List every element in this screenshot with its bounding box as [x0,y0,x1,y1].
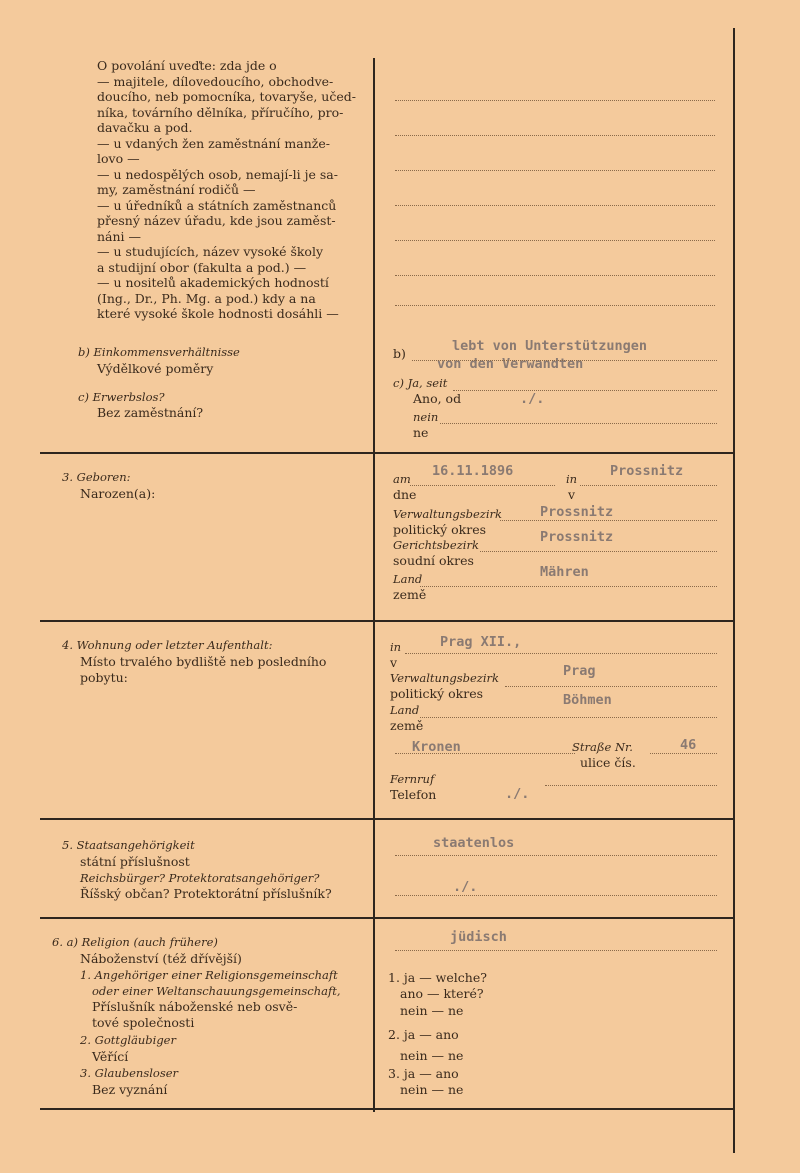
born-vb-label-de: Verwaltungsbezirk [393,507,502,521]
instruction-line: náni — [97,228,142,244]
instruction-line: — u studujících, název vysoké školy [97,244,324,259]
born-land-label-de: Land [393,572,423,586]
religion-answer-1 [388,970,487,1019]
res-in-label: in [390,640,402,654]
instruction-line: — u nositelů akademických hodností [97,275,329,290]
answer-line: ano — které? [400,985,484,1001]
option-line: 1. Angehöriger einer Religionsgemeinschaft [80,968,338,982]
religion-option-2 [80,1033,176,1064]
citizenship-question-cs: Říšský občan? Protektorátní příslušník? [80,886,332,901]
instruction-line: — u nedospělých osob, nemají-li je sa- [97,166,338,182]
born-label-de: 3. Geboren: [62,470,131,484]
unemployed-ja-cs: Ano, od [413,391,462,406]
income-answer-label: b) [393,346,406,361]
unemployed-label-de: c) Erwerbslos? [78,390,165,404]
option-line: Věřící [92,1048,129,1064]
religion-value[interactable]: jüdisch [450,929,507,945]
phone-value[interactable]: ./. [505,786,530,802]
option-line: tové společnosti [92,1014,195,1030]
religion-label-cs: Náboženství (též dřívější) [80,951,242,966]
income-label-cs: Výdělkové poměry [97,361,214,376]
income-label-de: b) Einkommensverhältnisse [78,345,240,359]
born-am-label: am [393,472,411,486]
instruction-line: lovo — [97,151,140,166]
street-label-de: Straße Nr. [572,740,633,754]
instruction-line: — u vdaných žen zaměstnání manže- [97,135,330,151]
instruction-line: přesný název úřadu, kde jsou zaměst- [97,213,336,228]
citizenship-value[interactable]: staatenlos [433,835,515,851]
citizenship-value-2[interactable]: ./. [453,879,478,895]
unemployed-nein-de: nein [413,410,439,424]
phone-label-de: Fernruf [390,772,435,786]
answer-line: nein — ne [400,1003,464,1018]
birth-date-value[interactable]: 16.11.1896 [432,463,514,479]
res-vb-label-de: Verwaltungsbezirk [390,671,499,685]
religion-answer-3 [388,1066,463,1097]
option-line: Bez vyznání [92,1081,168,1097]
answer-line: 2. ja — ano [388,1027,459,1042]
born-in-label: in [566,472,578,486]
born-gb-label-cs: soudní okres [393,553,474,568]
right-border [733,28,735,1153]
instruction-line: davačku a pod. [97,120,193,135]
answer-line: 3. ja — ano [388,1066,459,1081]
instruction-line: (Ing., Dr., Ph. Mg. a pod.) kdy a na [97,290,316,306]
res-land-label-de: Land [390,703,420,717]
column-divider [373,58,375,1112]
instruction-line: které vysoké škole hodnosti dosáhli — [97,306,339,321]
instruction-line: O povolání uveďte: zda jde o [97,58,277,73]
street-value[interactable]: Kronen [412,739,461,755]
residence-label-cs-2: pobytu: [80,670,128,685]
born-label-cs: Narozen(a): [80,486,156,501]
residence-land-value[interactable]: Böhmen [563,692,612,708]
unemployed-since-value[interactable]: ./. [520,391,545,407]
born-gb-label-de: Gerichtsbezirk [393,538,479,552]
born-dne-label: dne [393,487,417,502]
instruction-line: — majitele, dílovedoucího, obchodve- [97,73,334,89]
res-vb-label-cs: politický okres [390,686,484,701]
birth-place-value[interactable]: Prossnitz [610,463,684,479]
option-line: 3. Glaubensloser [80,1066,179,1080]
divider [40,620,734,622]
option-line: oder einer Weltanschauungsgemeinschaft, [92,983,341,998]
religion-answer-2 [388,1027,463,1063]
phone-label-cs: Telefon [390,787,437,802]
citizenship-question-de: Reichsbürger? Protektoratsangehöriger? [80,871,320,885]
instruction-line: my, zaměstnání rodičů — [97,182,256,197]
born-vb-label-cs: politický okres [393,522,487,537]
citizenship-label-cs: státní příslušnost [80,854,190,869]
citizenship-label-de: 5. Staatsangehörigkeit [62,838,195,852]
answer-line: nein — ne [400,1081,464,1097]
unemployed-label-cs: Bez zaměstnání? [97,405,204,420]
divider [40,818,734,820]
instruction-line: níka, továrního dělníka, příručího, pro- [97,104,344,120]
house-number-value[interactable]: 46 [680,737,697,753]
option-line: Příslušník náboženské neb osvě- [92,999,298,1014]
res-v-label: v [390,655,398,670]
residence-label-cs: Místo trvalého bydliště neb posledního [80,654,327,669]
divider [40,917,734,919]
divider [40,1108,734,1110]
occupation-instructions [97,58,356,322]
instruction-line: — u úředníků a státních zaměstnanců [97,197,337,213]
born-v-label: v [568,487,576,502]
answer-line: 1. ja — welche? [388,970,487,985]
religion-option-1 [80,968,341,1030]
residence-city-value[interactable]: Prag XII., [440,634,522,650]
birth-court-district-value[interactable]: Prossnitz [540,529,614,545]
religion-label-de: 6. a) Religion (auch frühere) [52,935,218,949]
residence-label-de: 4. Wohnung oder letzter Aufenthalt: [62,638,273,652]
street-label-cs: ulice čís. [580,755,636,770]
birth-district-value[interactable]: Prossnitz [540,504,614,520]
unemployed-ja-de: c) Ja, seit [393,376,448,390]
residence-district-value[interactable]: Prag [563,663,596,679]
res-land-label-cs: země [390,718,424,733]
divider [40,452,734,454]
instruction-line: a studijní obor (fakulta a pod.) — [97,259,307,275]
income-value[interactable]: lebt von Unterstützungen [452,338,648,354]
birth-land-value[interactable]: Mähren [540,564,589,580]
answer-line: nein — ne [400,1047,464,1063]
option-line: 2. Gottgläubiger [80,1033,176,1047]
unemployed-nein-cs: ne [413,425,429,440]
instruction-line: doucího, neb pomocníka, tovaryše, učed- [97,89,356,104]
born-land-label-cs: země [393,587,427,602]
religion-option-3 [80,1066,178,1097]
income-value-2[interactable]: von den Verwandten [437,356,584,372]
